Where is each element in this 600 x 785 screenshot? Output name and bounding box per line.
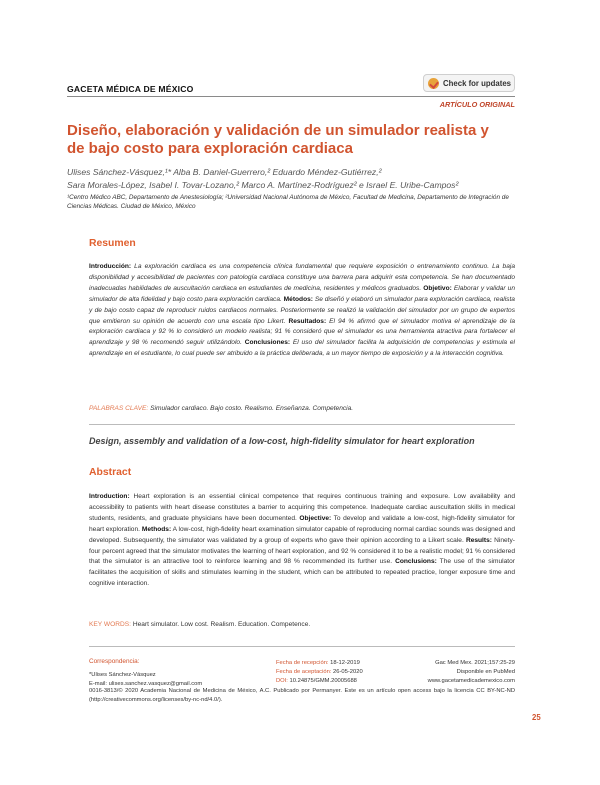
resumen-obj: Elaborar y validar un simulador de alta fidelidad y bajo costo para exploración cardiaca. [89,284,515,303]
resumen-heading: Resumen [89,238,136,249]
abstract-body [89,492,515,590]
citation: Gac Med Mex. 2021;157:25-29 [435,660,515,666]
check-updates-label: Check for updates [443,78,512,88]
resumen-con-label: Conclusiones: [244,339,291,347]
accepted-date: Fecha de aceptación: 26-05-2020 [276,669,363,675]
doi-link[interactable]: DOI: 10.24875/GMM.20005688 [276,678,357,684]
article-type: ARTÍCULO ORIGINAL [439,100,515,109]
license-text: 0016-3813/© 2020 Academia Nacional de Medicina de México, A.C. Publicado por Permanyer. Este es un artículo open access bajo la licencia CC BY-NC-ND (http://creativecommons.org/licenses/by-nc-nd/4.0/). [89,688,515,703]
abstract-met: A low-cost, high-fidelity heart examination simulator capable of reproducing normal cardiac sounds was designed and developed. Subsequently, the simulator was validated by a group of experts who gave their opinion according to a Likert scale. [89,525,515,544]
resumen-met-label: Métodos: [283,295,313,303]
received-date: Fecha de recepción: 18-12-2019 [276,660,360,666]
header-divider [67,96,515,97]
correspondence-heading: Correspondencia: [89,658,140,665]
abstract-obj: To develop and validate a low-cost, high-fidelity simulator for heart exploration. [89,514,515,533]
citation-block [410,659,515,686]
abstract-res-label: Results: [465,536,492,544]
journal-name: GACETA MÉDICA DE MÉXICO [67,84,194,94]
resumen-intro: La exploración cardiaca es una competencia clínica fundamental que requiere exposición o entrenamiento continuo. La baja disponibilidad y accesibilidad de pacientes con patología cardiaca constituye una barrera para adquirir esta competencia. Se han documentado inadecuadas habilidades de auscultación cardiaca en estudiantes de medicina, residentes y médicos graduados. [89,263,515,292]
resumen-res: El 94 % afirmó que el simulador motiva el aprendizaje de la exploración cardiaca y 92 % lo consideró un modelo realista; 91 % consideró que el simulador es una herramienta atractiva para fortalecer el aprendizaje y 98 % recomendó seguir utilizándolo. [89,317,515,347]
affiliation: ¹Centro Médico ABC, Departamento de Anestesiología; ²Universidad Nacional Autónoma de México, Facultad de Medicina, Departamento de Integración de Ciencias Médicas. Ciudad de México, México [67,194,509,210]
key-words-text: Heart simulator. Low cost. Realism. Education. Competence. [131,621,311,628]
dates-block [276,659,363,686]
author-list [67,166,515,192]
authors-line-1: Ulises Sánchez-Vásquez,¹* Alba B. Daniel-Guerrero,² Eduardo Méndez-Gutiérrez,² [67,167,382,177]
key-words [89,621,310,628]
resumen-res-label: Resultados: [288,317,327,325]
check-for-updates-button[interactable] [423,74,515,92]
resumen-intro-label: Introducción: [89,263,132,270]
resumen-met: Se diseñó y elaboró un simulador para exploración cardiaca, realista y de bajo costo capaz de reproducir ruidos cardiacos normales. Posteriormente se realizó la validación del simulador por un grupo de expertos que emitieron su opinión de acuerdo con una escala tipo Likert. [89,295,515,325]
pubmed-availability: Disponible en PubMed [456,669,515,675]
article-title: Diseño, elaboración y validación de un simulador realista y de bajo costo para exploración cardiaca [67,122,489,157]
page-number: 25 [532,713,541,722]
key-words-label: KEY WORDS: [89,621,132,628]
abstract-intro-label: Introduction: [89,493,130,500]
journal-website[interactable]: www.gacetamedicademexico.com [427,678,515,684]
palabras-clave-label: PALABRAS CLAVE: [89,405,149,412]
correspondence-email[interactable]: E-mail: ulises.sanchez.vasquez@gmail.com [89,681,203,687]
resumen-body [89,262,515,360]
abstract-met-label: Methods: [141,525,172,533]
section-divider [89,424,515,425]
english-title: Design, assembly and validation of a low-cost, high-fidelity simulator for heart exploration [89,436,475,446]
check-updates-icon [428,78,439,89]
resumen-con: El uso del simulador facilita la adquisición de competencias y estimula el aprendizaje en el estudiante, lo cual puede ser atribuido a la práctica deliberada, a un mayor tiempo de exposición y a la interacción cognitiva. [89,339,515,358]
correspondence-name: *Ulises Sánchez-Vásquez [89,672,156,678]
abstract-con: The use of the simulator facilitates the acquisition of skills and stimulates learning in the student, which can be attributed to repeated practice, longer exposure time and cognitive interaction. [89,558,515,588]
abstract-con-label: Conclusions: [395,558,437,566]
abstract-intro: Heart exploration is an essential clinical competence that requires continuous training and exposure. Low availability and accessibility to patients with heart disease constitutes a barrier to acquiring this competence. Inadequate cardiac auscultation skills in medical students, residents, and graduate physicians have been documented. [89,493,515,522]
palabras-clave-text: Simulador cardiaco. Bajo costo. Realismo. Enseñanza. Competencia. [148,405,354,412]
abstract-res: Ninety-four percent agreed that the simulator motivates the learning of heart exploration, and 92 % considered it to be a realistic model; 91 % considered that the simulator is an attractive tool to reinforce learning and 98 % recommended its further use. [89,536,515,566]
authors-line-2: Sara Morales-López, Isabel I. Tovar-Lozano,² Marco A. Martínez-Rodríguez² e Israel E. Uribe-Campos² [67,180,459,190]
palabras-clave [89,405,353,412]
resumen-obj-label: Objetivo: [423,284,452,292]
abstract-heading: Abstract [89,467,132,478]
footer-divider [89,646,515,647]
abstract-obj-label: Objective: [299,514,332,522]
